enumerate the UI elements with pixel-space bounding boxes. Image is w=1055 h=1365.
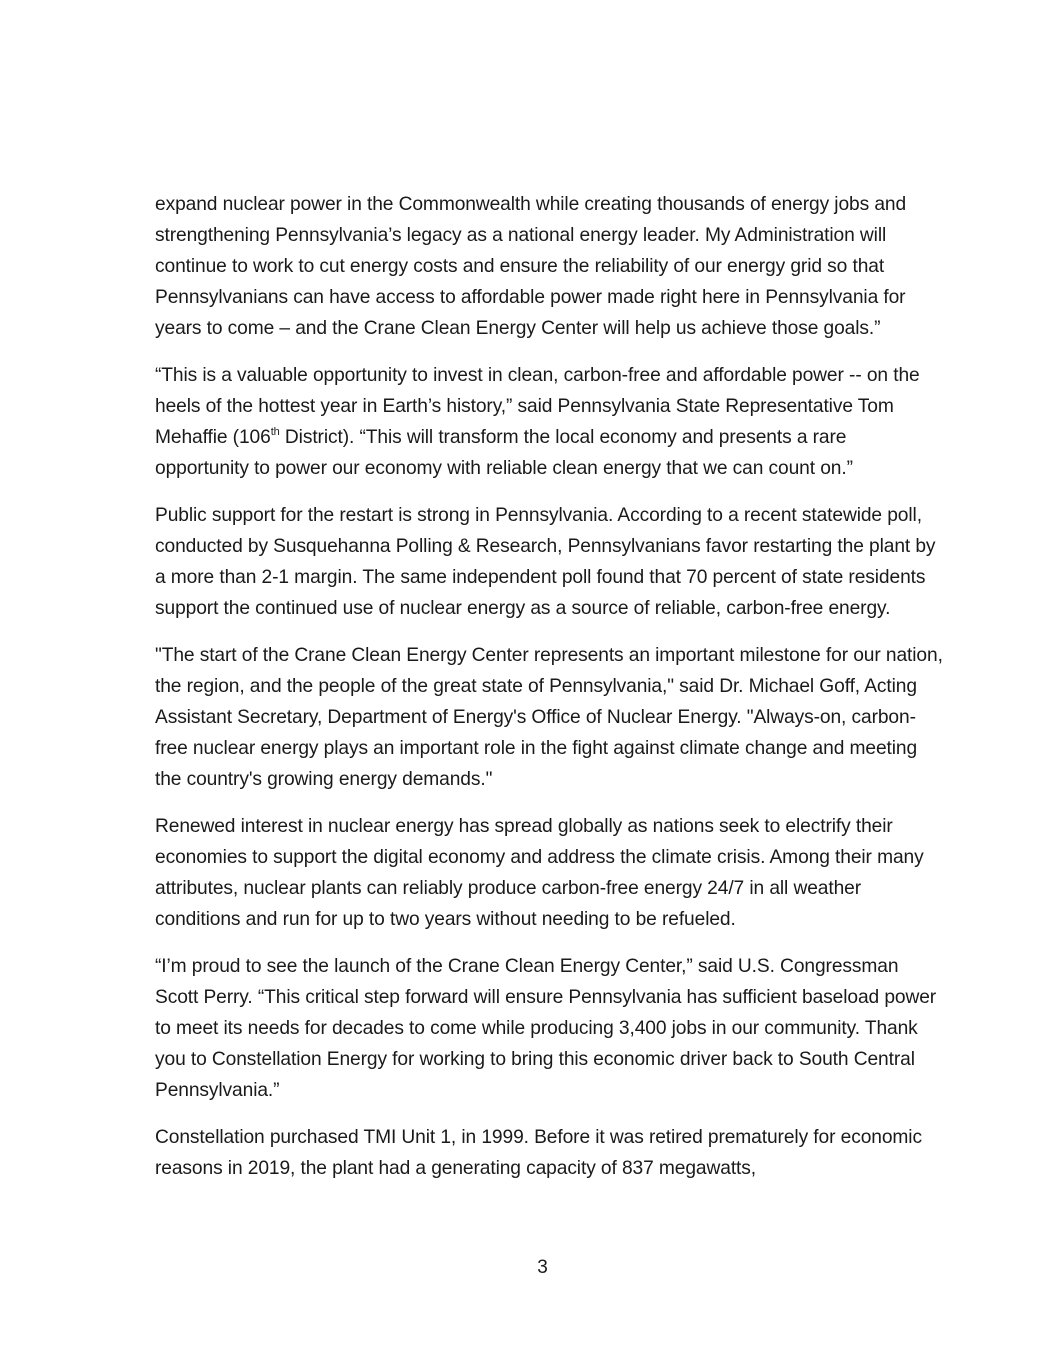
paragraph-goff-quote: "The start of the Crane Clean Energy Center represents an important milestone for our nation, the region, and the people of the great state of Pennsylvania," said Dr. Michael Goff, Acting Assistant Secretary, Department of Energy's Office of Nuclear Energy. "Always-on, carbon-free nuclear energy plays an important role in the fight against climate change and meeting the country's growing energy demands." xyxy=(155,645,943,790)
paragraph-governor-quote-continuation: expand nuclear power in the Commonwealth while creating thousands of energy jobs and strengthening Pennsylvania’s legacy as a national energy leader. My Administration will continue to work to cut energy costs and ensure the reliability of our energy grid so that Pennsylvanians can have access to affordable power made right here in Pennsylvania for years to come – and the Crane Clean Energy Center will help us achieve those goals.” xyxy=(155,194,907,339)
mehaffie-quote-start: “This is a valuable opportunity to invest in clean, carbon-free and affordable power -- on the heels of the hottest year in Earth’s history,” said Pennsylvania State Representative Tom Mehaffie (106 xyxy=(155,365,920,448)
paragraph-tmi-history: Constellation purchased TMI Unit 1, in 1999. Before it was retired prematurely for economic reasons in 2019, the plant had a generating capacity of 837 megawatts, xyxy=(155,1127,922,1179)
paragraph-renewed-interest: Renewed interest in nuclear energy has spread globally as nations seek to electrify their economies to support the digital economy and address the climate crisis. Among their many attributes, nuclear plants can reliably produce carbon-free energy 24/7 in all weather conditions and run for up to two years without needing to be refueled. xyxy=(155,816,924,930)
paragraph-perry-quote: “I’m proud to see the launch of the Crane Clean Energy Center,” said U.S. Congressman Scott Perry. “This critical step forward will ensure Pennsylvania has sufficient baseload power to meet its needs for decades to come while producing 3,400 jobs in our community. Thank you to Constellation Energy for working to bring this economic driver back to South Central Pennsylvania.” xyxy=(155,956,937,1101)
mehaffie-quote-end: District). “This will transform the local economy and presents a rare opportunity to power our economy with reliable clean energy that we can count on.” xyxy=(155,427,853,479)
page-number: 3 xyxy=(537,1257,548,1278)
body-text xyxy=(155,189,945,1200)
paragraph-public-support: Public support for the restart is strong in Pennsylvania. According to a recent statewide poll, conducted by Susquehanna Polling & Research, Pennsylvanians favor restarting the plant by a more than 2-1 margin. The same independent poll found that 70 percent of state residents support the continued use of nuclear energy as a source of reliable, carbon-free energy. xyxy=(155,505,936,619)
paragraph-mehaffie-quote xyxy=(155,360,945,484)
ordinal-suffix: th xyxy=(270,425,280,438)
